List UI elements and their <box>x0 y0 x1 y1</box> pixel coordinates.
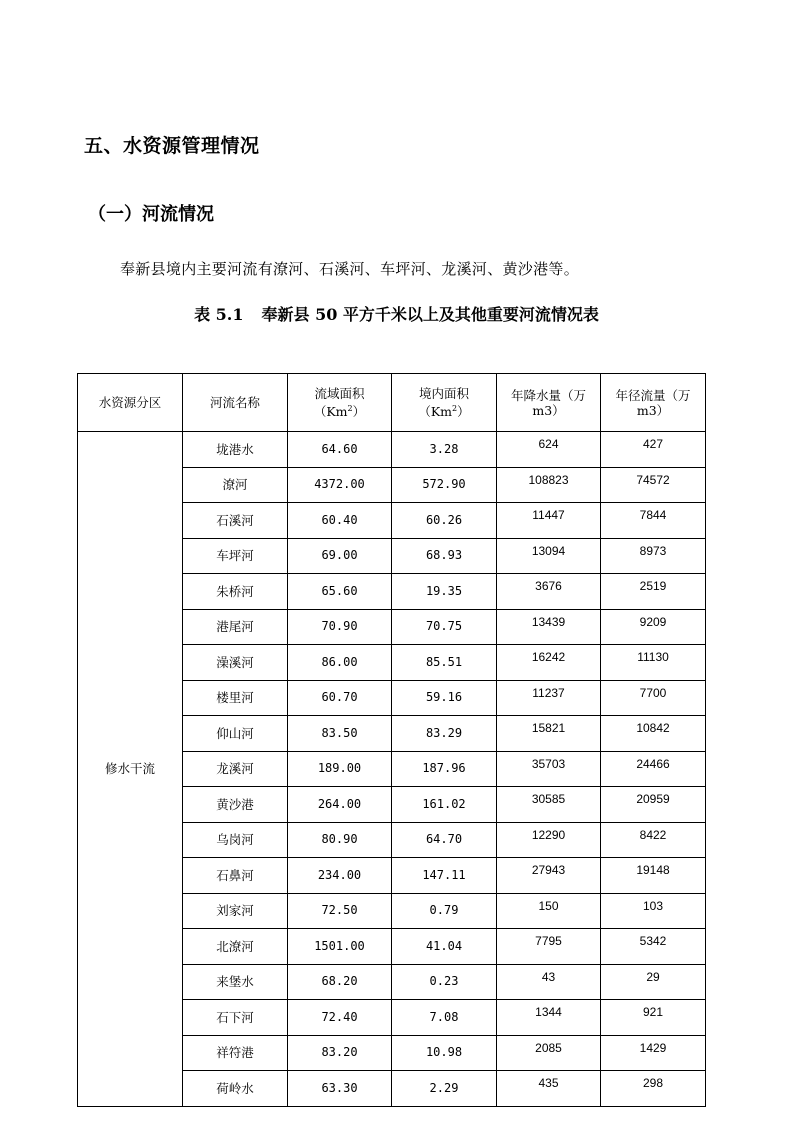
river-name-cell: 车坪河 <box>183 538 288 574</box>
basin-area-cell: 72.40 <box>288 1000 392 1036</box>
county-area-cell: 68.93 <box>392 538 497 574</box>
basin-area-cell: 80.90 <box>288 822 392 858</box>
header-county-area: 境内面积（Km$^2$） <box>392 374 497 432</box>
basin-area-cell: 72.50 <box>288 893 392 929</box>
basin-area-cell: 70.90 <box>288 609 392 645</box>
county-area-cell: 7.08 <box>392 1000 497 1036</box>
county-area-cell: 19.35 <box>392 574 497 610</box>
table-row <box>78 432 706 468</box>
basin-area-cell: 69.00 <box>288 538 392 574</box>
county-area-cell: 147.11 <box>392 858 497 894</box>
county-area-cell: 2.29 <box>392 1071 497 1107</box>
runoff-cell: 5342 <box>601 929 706 965</box>
county-area-cell: 41.04 <box>392 929 497 965</box>
rainfall-cell: 150 <box>497 893 601 929</box>
county-area-cell: 187.96 <box>392 751 497 787</box>
county-area-cell: 60.26 <box>392 503 497 539</box>
river-name-cell: 刘家河 <box>183 893 288 929</box>
basin-area-cell: 83.50 <box>288 716 392 752</box>
runoff-cell: 9209 <box>601 609 706 645</box>
river-name-cell: 黄沙港 <box>183 787 288 823</box>
rainfall-cell: 624 <box>497 432 601 468</box>
runoff-cell: 19148 <box>601 858 706 894</box>
county-area-cell: 83.29 <box>392 716 497 752</box>
rainfall-cell: 2085 <box>497 1035 601 1071</box>
header-basin-area: 流域面积（Km$^2$） <box>288 374 392 432</box>
county-area-cell: 3.28 <box>392 432 497 468</box>
river-name-cell: 北潦河 <box>183 929 288 965</box>
runoff-cell: 2519 <box>601 574 706 610</box>
river-name-cell: 澡溪河 <box>183 645 288 681</box>
rainfall-cell: 15821 <box>497 716 601 752</box>
rainfall-cell: 27943 <box>497 858 601 894</box>
basin-area-cell: 63.30 <box>288 1071 392 1107</box>
county-area-cell: 161.02 <box>392 787 497 823</box>
basin-area-cell: 65.60 <box>288 574 392 610</box>
river-table <box>77 373 706 1107</box>
river-name-cell: 石下河 <box>183 1000 288 1036</box>
county-area-cell: 0.23 <box>392 964 497 1000</box>
river-name-cell: 朱桥河 <box>183 574 288 610</box>
runoff-cell: 298 <box>601 1071 706 1107</box>
basin-area-cell: 60.70 <box>288 680 392 716</box>
runoff-cell: 1429 <box>601 1035 706 1071</box>
table-header-row <box>78 374 706 432</box>
runoff-cell: 7700 <box>601 680 706 716</box>
basin-area-cell: 86.00 <box>288 645 392 681</box>
table-title: 奉新县 50 平方千米以上及其他重要河流情况表 <box>261 305 599 324</box>
basin-area-cell: 264.00 <box>288 787 392 823</box>
basin-area-cell: 1501.00 <box>288 929 392 965</box>
river-name-cell: 乌岗河 <box>183 822 288 858</box>
rainfall-cell: 12290 <box>497 822 601 858</box>
runoff-cell: 427 <box>601 432 706 468</box>
river-name-cell: 来堡水 <box>183 964 288 1000</box>
river-name-cell: 港尾河 <box>183 609 288 645</box>
county-area-cell: 59.16 <box>392 680 497 716</box>
runoff-cell: 29 <box>601 964 706 1000</box>
basin-area-cell: 60.40 <box>288 503 392 539</box>
river-name-cell: 荷岭水 <box>183 1071 288 1107</box>
rainfall-cell: 3676 <box>497 574 601 610</box>
rainfall-cell: 1344 <box>497 1000 601 1036</box>
runoff-cell: 11130 <box>601 645 706 681</box>
rainfall-cell: 16242 <box>497 645 601 681</box>
section-title: 五、水资源管理情况 <box>84 135 260 157</box>
basin-area-cell: 68.20 <box>288 964 392 1000</box>
basin-area-cell: 234.00 <box>288 858 392 894</box>
header-zone: 水资源分区 <box>78 374 183 432</box>
intro-paragraph: 奉新县境内主要河流有潦河、石溪河、车坪河、龙溪河、黄沙港等。 <box>120 260 580 278</box>
runoff-cell: 8973 <box>601 538 706 574</box>
runoff-cell: 74572 <box>601 467 706 503</box>
runoff-cell: 103 <box>601 893 706 929</box>
runoff-cell: 7844 <box>601 503 706 539</box>
header-rainfall: 年降水量（万m3） <box>497 374 601 432</box>
basin-area-cell: 83.20 <box>288 1035 392 1071</box>
rainfall-cell: 108823 <box>497 467 601 503</box>
river-name-cell: 垅港水 <box>183 432 288 468</box>
county-area-cell: 0.79 <box>392 893 497 929</box>
river-name-cell: 石鼻河 <box>183 858 288 894</box>
rainfall-cell: 11447 <box>497 503 601 539</box>
county-area-cell: 572.90 <box>392 467 497 503</box>
basin-area-cell: 189.00 <box>288 751 392 787</box>
county-area-cell: 70.75 <box>392 609 497 645</box>
runoff-cell: 921 <box>601 1000 706 1036</box>
table-number: 表 5.1 <box>194 305 244 324</box>
river-name-cell: 仰山河 <box>183 716 288 752</box>
river-name-cell: 祥符港 <box>183 1035 288 1071</box>
rainfall-cell: 30585 <box>497 787 601 823</box>
rainfall-cell: 11237 <box>497 680 601 716</box>
river-name-cell: 楼里河 <box>183 680 288 716</box>
river-name-cell: 潦河 <box>183 467 288 503</box>
header-runoff: 年径流量（万m3） <box>601 374 706 432</box>
basin-area-cell: 64.60 <box>288 432 392 468</box>
rainfall-cell: 43 <box>497 964 601 1000</box>
subsection-title: （一）河流情况 <box>88 204 214 225</box>
rainfall-cell: 35703 <box>497 751 601 787</box>
table-caption <box>0 302 793 325</box>
river-name-cell: 石溪河 <box>183 503 288 539</box>
runoff-cell: 8422 <box>601 822 706 858</box>
header-river: 河流名称 <box>183 374 288 432</box>
rainfall-cell: 13094 <box>497 538 601 574</box>
zone-cell: 修水干流 <box>78 432 183 1107</box>
county-area-cell: 85.51 <box>392 645 497 681</box>
rainfall-cell: 435 <box>497 1071 601 1107</box>
county-area-cell: 64.70 <box>392 822 497 858</box>
runoff-cell: 10842 <box>601 716 706 752</box>
rainfall-cell: 7795 <box>497 929 601 965</box>
rainfall-cell: 13439 <box>497 609 601 645</box>
runoff-cell: 24466 <box>601 751 706 787</box>
basin-area-cell: 4372.00 <box>288 467 392 503</box>
runoff-cell: 20959 <box>601 787 706 823</box>
river-name-cell: 龙溪河 <box>183 751 288 787</box>
county-area-cell: 10.98 <box>392 1035 497 1071</box>
